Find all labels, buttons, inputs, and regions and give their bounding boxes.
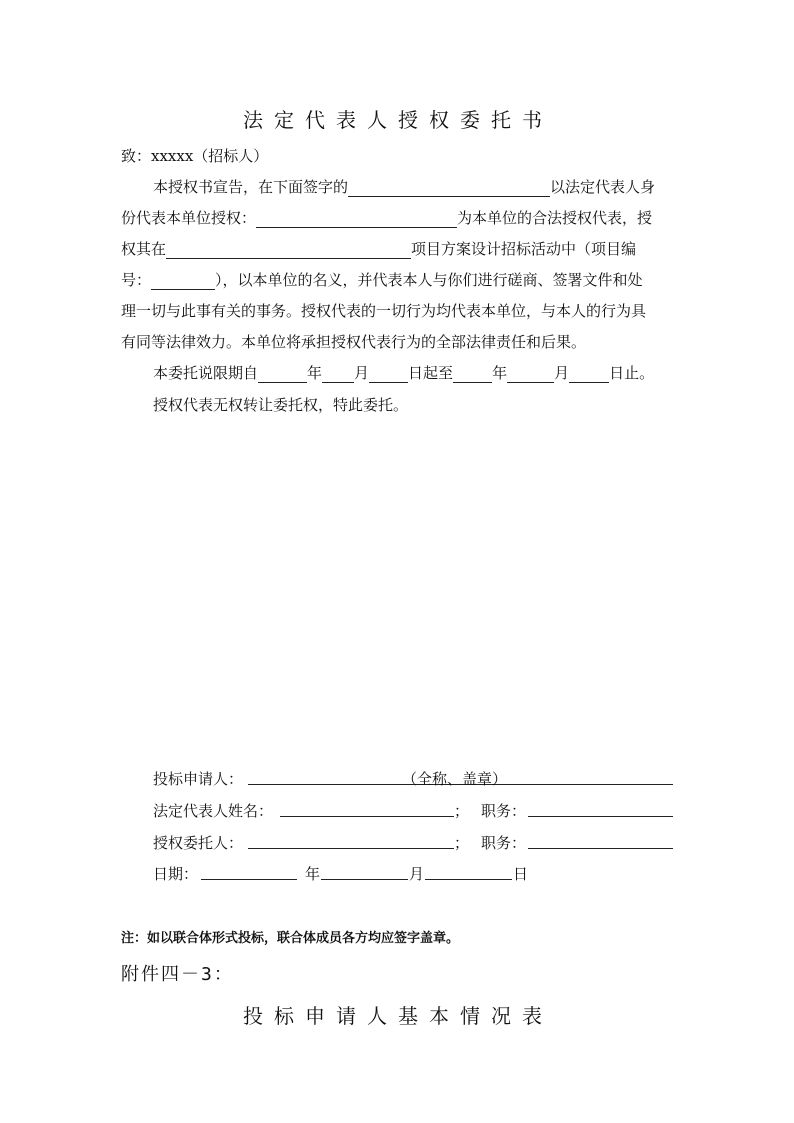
agent-position-line[interactable]	[528, 848, 673, 849]
para1-line1	[153, 176, 655, 197]
legal-rep-position-line[interactable]	[528, 816, 673, 817]
project-number-blank[interactable]	[151, 272, 215, 290]
para1-line4	[121, 269, 643, 290]
project-name-blank[interactable]	[166, 241, 411, 259]
para1-line2-text-b: 为本单位的合法授权代表，授	[457, 209, 653, 227]
date-year-text: 年	[305, 865, 321, 883]
agent-position-label: 职务：	[481, 834, 527, 852]
agent-name-line[interactable]	[248, 848, 454, 849]
para1-line4-text-a: 号：	[121, 271, 152, 289]
date-month-line[interactable]	[321, 879, 408, 880]
para1-line4-text-b: ），以本单位的名义，并代表本人与你们进行磋商、签署文件和处	[215, 271, 643, 289]
para1-line5: 理一切与此事有关的事务。授权代表的一切行为均代表本单位，与本人的行为具	[121, 302, 647, 320]
para1-line3-text-b: 项目方案设计招标活动中（项目编	[411, 240, 637, 258]
representative-blank[interactable]	[256, 210, 457, 228]
para1-line1-text-b: 以法定代表人身	[550, 178, 656, 196]
agent-separator: ；	[454, 834, 470, 852]
start-day-blank[interactable]	[369, 365, 408, 383]
end-day-blank[interactable]	[569, 365, 609, 383]
start-year-blank[interactable]	[258, 365, 307, 383]
document-title: 法定代表人授权委托书	[243, 108, 553, 132]
para1-line2	[121, 207, 652, 228]
end-month-blank[interactable]	[507, 365, 554, 383]
para1-line3-text-a: 权其在	[121, 240, 167, 258]
joint-bid-note: 注：如以联合体形式投标，联合体成员各方均应签字盖章。	[121, 931, 460, 946]
addressee-line: 致：xxxxx（招标人）	[121, 147, 269, 165]
term-day-to: 日止。	[609, 364, 655, 382]
date-year-line[interactable]	[201, 879, 297, 880]
legal-rep-position-label: 职务：	[481, 802, 527, 820]
date-day-line[interactable]	[425, 879, 512, 880]
applicant-label: 投标申请人：	[153, 770, 244, 788]
para1-line6: 有同等法律效力。本单位将承担授权代表行为的全部法律责任和后果。	[121, 333, 587, 351]
term-year-2: 年	[492, 364, 508, 382]
no-transfer-line: 授权代表无权转让委托权，特此委托。	[153, 396, 409, 414]
end-year-blank[interactable]	[453, 365, 492, 383]
authorized-person-blank[interactable]	[348, 179, 550, 197]
legal-rep-separator: ；	[454, 802, 470, 820]
agent-label: 授权委托人：	[153, 834, 244, 852]
attachment-label: 附件四－3：	[121, 964, 234, 985]
term-month-1: 月	[354, 364, 370, 382]
legal-rep-label: 法定代表人姓名：	[153, 802, 274, 820]
term-prefix: 本委托说限期自	[153, 364, 259, 382]
para1-line2-text-a: 份代表本单位授权：	[121, 209, 257, 227]
para1-line1-text-a: 本授权书宣告，在下面签字的	[153, 178, 349, 196]
term-year-1: 年	[307, 364, 323, 382]
applicant-hint: （全称、盖章）	[402, 770, 508, 788]
term-line	[153, 362, 654, 383]
date-day-text: 日	[513, 865, 529, 883]
term-day-from: 日起至	[408, 364, 454, 382]
next-section-title: 投标申请人基本情况表	[243, 1004, 553, 1028]
date-label: 日期：	[153, 865, 199, 883]
para1-line3	[121, 238, 636, 259]
start-month-blank[interactable]	[322, 365, 354, 383]
term-month-2: 月	[554, 364, 570, 382]
legal-rep-name-line[interactable]	[280, 816, 454, 817]
date-month-text: 月	[409, 865, 425, 883]
